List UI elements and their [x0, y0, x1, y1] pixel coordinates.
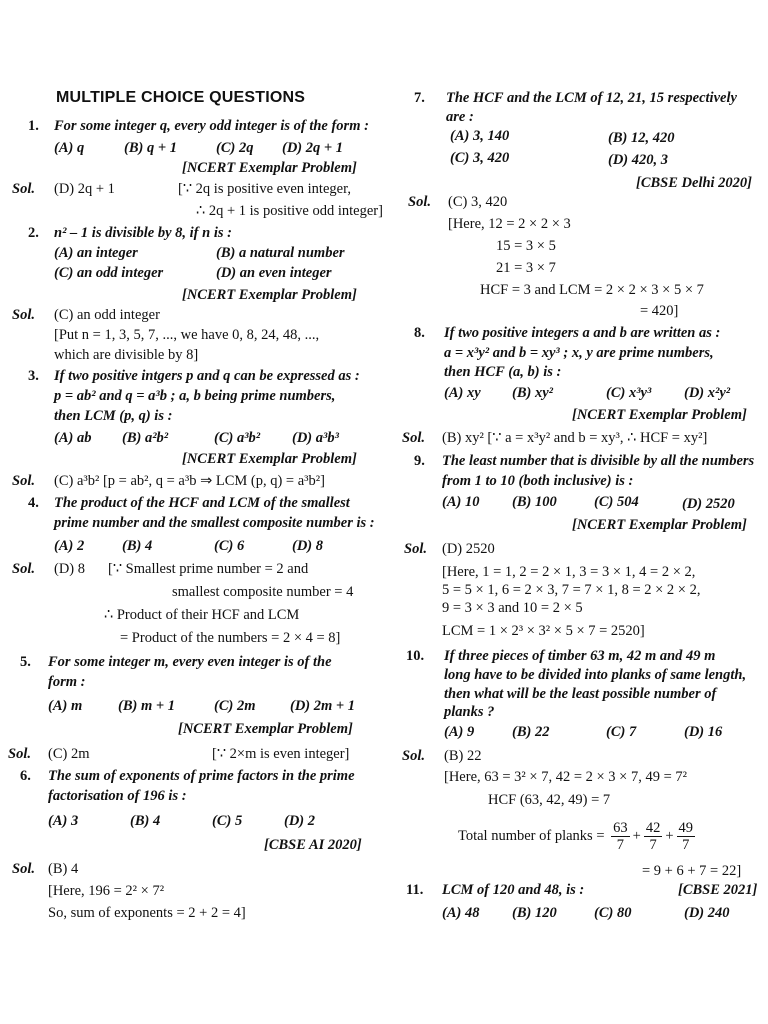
right-text-line: If three pieces of timber 63 m, 42 m and 49 m — [444, 648, 716, 664]
left-text-line: (A) an integer — [54, 245, 138, 261]
right-text-line: If two positive integers a and b are written as : — [444, 325, 721, 341]
right-text-line: (B) 120 — [512, 905, 557, 921]
left-text-line: which are divisible by 8] — [54, 347, 199, 363]
right-text-line: a = x³y² and b = xy³ ; x, y are prime numbers, — [444, 345, 714, 361]
right-text-line: = 420] — [640, 303, 679, 319]
right-text-line: 10. — [406, 648, 425, 664]
left-text-line: [NCERT Exemplar Problem] — [178, 721, 353, 737]
left-text-line: Sol. — [12, 473, 35, 489]
right-text-line: (A) 9 — [444, 724, 475, 740]
left-text-line: [NCERT Exemplar Problem] — [182, 451, 357, 467]
right-text-line: (C) 3, 420 — [450, 150, 510, 166]
right-text-line: (B) 22 — [512, 724, 550, 740]
right-text-line: (A) 48 — [442, 905, 480, 921]
left-text-line: (D) an even integer — [216, 265, 332, 281]
left-text-line: (B) 4 — [48, 861, 79, 877]
right-text-line: 8. — [414, 325, 425, 341]
right-text-line: (B) xy² [∵ a = x³y² and b = xy³, ∴ HCF = xy²] — [442, 430, 708, 446]
right-text-line: [NCERT Exemplar Problem] — [572, 407, 747, 423]
left-text-line: (B) 4 — [130, 813, 161, 829]
left-text-line: MULTIPLE CHOICE QUESTIONS — [56, 89, 306, 106]
left-text-line: [∵ 2q is positive even integer, — [178, 181, 351, 197]
left-text-line: [CBSE AI 2020] — [264, 837, 362, 853]
right-text-line: 9 = 3 × 3 and 10 = 2 × 5 — [442, 600, 583, 616]
left-text-line: (A) 2 — [54, 538, 85, 554]
right-text-line: then HCF (a, b) is : — [444, 364, 562, 380]
left-text-line: (B) 4 — [122, 538, 153, 554]
left-text-line: (D) 2q + 1 — [54, 181, 115, 197]
right-text-line: then what will be the least possible number of — [444, 686, 717, 702]
left-text-line: (A) q — [54, 140, 85, 156]
left-text-line: (C) an odd integer — [54, 265, 164, 281]
right-text-line: LCM of 120 and 48, is : — [442, 882, 585, 898]
left-text-line: smallest composite number = 4 — [172, 584, 354, 600]
right-text-line: [NCERT Exemplar Problem] — [572, 517, 747, 533]
fraction-2: $\frac{42}{7}$ — [645, 820, 661, 853]
right-text-line: long have to be divided into planks of same length, — [444, 667, 747, 683]
left-text-line: (D) 8 — [54, 561, 86, 577]
left-text-line: p = ab² and q = a³b ; a, b being prime numbers, — [54, 388, 336, 404]
left-text-line: Sol. — [12, 181, 35, 197]
right-text-line: 7. — [414, 90, 425, 106]
right-text-line: HCF = 3 and LCM = 2 × 2 × 3 × 5 × 7 — [480, 282, 704, 298]
right-text-line: Sol. — [404, 541, 427, 557]
left-text-line: (D) 8 — [292, 538, 324, 554]
left-text-line: = Product of the numbers = 2 × 4 = 8] — [120, 630, 341, 646]
right-text-line: HCF (63, 42, 49) = 7 — [488, 792, 611, 808]
left-text-line: Sol. — [12, 561, 35, 577]
right-text-line: (D) x²y² — [684, 385, 731, 401]
left-text-line: 1. — [28, 118, 39, 134]
right-text-line: The HCF and the LCM of 12, 21, 15 respectively — [446, 90, 737, 106]
left-text-line: factorisation of 196 is : — [48, 788, 187, 804]
left-text-line: (B) q + 1 — [124, 140, 177, 156]
right-text-line: 11. — [406, 882, 424, 898]
right-text-line: (A) xy — [444, 385, 481, 401]
left-text-line: 4. — [28, 495, 39, 511]
right-text-line: [Here, 63 = 3² × 7, 42 = 2 × 3 × 7, 49 = 7² — [444, 769, 688, 785]
right-text-line: [CBSE 2021] — [678, 882, 758, 898]
left-text-line: (B) a natural number — [216, 245, 345, 261]
left-text-line: (B) m + 1 — [118, 698, 175, 714]
left-text-line: n² – 1 is divisible by 8, if n is : — [54, 225, 232, 241]
left-text-line: For some integer q, every odd integer is of the form : — [54, 118, 369, 134]
right-text-line: (B) 12, 420 — [608, 130, 675, 146]
right-text-line: (C) 80 — [594, 905, 632, 921]
right-text-line: (C) 504 — [594, 494, 639, 510]
right-text-line: (D) 2520 — [442, 541, 495, 557]
right-text-line: LCM = 1 × 2³ × 3² × 5 × 7 = 2520] — [442, 623, 645, 639]
right-text-line: (D) 240 — [684, 905, 730, 921]
right-text-line: [Here, 1 = 1, 2 = 2 × 1, 3 = 3 × 1, 4 = 2 × 2, — [442, 564, 696, 580]
left-text-line: So, sum of exponents = 2 + 2 = 4] — [48, 905, 246, 921]
left-text-line: Sol. — [12, 307, 35, 323]
right-text-line: (D) 420, 3 — [608, 152, 669, 168]
right-text-line: (D) 16 — [684, 724, 723, 740]
left-text-line: (A) ab — [54, 430, 92, 446]
left-text-line: (C) 2m — [48, 746, 90, 762]
left-text-line: The product of the HCF and LCM of the smallest — [54, 495, 350, 511]
left-text-line: [Here, 196 = 2² × 7² — [48, 883, 165, 899]
right-text-line: 21 = 3 × 7 — [496, 260, 556, 276]
fraction-3: $\frac{49}{7}$ — [678, 820, 693, 853]
right-text-line: (C) 7 — [606, 724, 637, 740]
right-text-line: 15 = 3 × 5 — [496, 238, 556, 254]
left-text-line: (C) 2m — [214, 698, 256, 714]
right-text-line: [CBSE Delhi 2020] — [636, 175, 753, 191]
right-text-line: (D) 2520 — [682, 496, 735, 512]
left-text-line: [∵ 2×m is even integer] — [212, 746, 350, 762]
left-text-line: (B) a²b² — [122, 430, 169, 446]
left-text-line: (C) 2q — [216, 140, 254, 156]
right-text-line: 9. — [414, 453, 425, 469]
fraction-1: $\frac{63}{7}$ — [613, 820, 628, 853]
left-text-line: (D) 2 — [284, 813, 316, 829]
left-text-line: (D) 2m + 1 — [290, 698, 356, 714]
planks-formula: Total number of planks = $\frac{63}{7}$ + $\frac{42}{7}$ + $\frac{49}{7}$ — [458, 820, 693, 853]
left-text-line: (A) m — [48, 698, 83, 714]
left-text-line: (C) 5 — [212, 813, 243, 829]
left-text-line: form : — [48, 674, 86, 690]
left-text-line: (C) 6 — [214, 538, 245, 554]
right-text-line: Sol. — [402, 430, 425, 446]
right-text-line: (C) 3, 420 — [448, 194, 508, 210]
left-text-line: If two positive intgers p and q can be expressed as : — [54, 368, 360, 384]
right-text-line: from 1 to 10 (both inclusive) is : — [442, 473, 634, 489]
right-text-line: 5 = 5 × 1, 6 = 2 × 3, 7 = 7 × 1, 8 = 2 × 2 × 2, — [442, 582, 701, 598]
left-text-line: [NCERT Exemplar Problem] — [182, 287, 357, 303]
left-text-line: 2. — [28, 225, 39, 241]
right-text-line: Sol. — [402, 748, 425, 764]
left-text-line: then LCM (p, q) is : — [54, 408, 173, 424]
left-text-line: prime number and the smallest composite number is : — [54, 515, 375, 531]
right-text-line: are : — [446, 109, 474, 125]
left-text-line: (C) a³b² [p = ab², q = a³b ⇒ LCM (p, q) = a³b²] — [54, 473, 325, 489]
left-text-line: (C) a³b² — [214, 430, 261, 446]
left-text-line: [NCERT Exemplar Problem] — [182, 160, 357, 176]
left-text-line: ∴ 2q + 1 is positive odd integer] — [196, 203, 383, 219]
right-text-line: Sol. — [408, 194, 431, 210]
left-text-line: (D) 2q + 1 — [282, 140, 344, 156]
right-text-line: [Here, 12 = 2 × 2 × 3 — [448, 216, 571, 232]
left-text-line: ∴ Product of their HCF and LCM — [104, 607, 300, 623]
left-text-line: (A) 3 — [48, 813, 79, 829]
left-text-line: The sum of exponents of prime factors in the prime — [48, 768, 355, 784]
right-text-line: = 9 + 6 + 7 = 22] — [642, 863, 742, 879]
left-text-line: Sol. — [12, 861, 35, 877]
planks-label: Total number of planks = — [458, 827, 605, 844]
left-text-line: 5. — [20, 654, 31, 670]
right-text-line: (B) 100 — [512, 494, 557, 510]
right-text-line: (A) 10 — [442, 494, 480, 510]
right-text-line: (B) xy² — [512, 385, 553, 401]
left-text-line: 3. — [28, 368, 39, 384]
right-text-line: (A) 3, 140 — [450, 128, 510, 144]
left-text-line: For some integer m, every even integer is of the — [48, 654, 332, 670]
right-text-line: (B) 22 — [444, 748, 482, 764]
left-text-line: [∵ Smallest prime number = 2 and — [108, 561, 309, 577]
right-text-line: The least number that is divisible by all the numbers — [442, 453, 755, 469]
left-text-line: Sol. — [8, 746, 31, 762]
left-text-line: (D) a³b³ — [292, 430, 339, 446]
left-text-line: 6. — [20, 768, 31, 784]
right-text-line: (C) x³y³ — [606, 385, 652, 401]
left-text-line: [Put n = 1, 3, 5, 7, ..., we have 0, 8, 24, 48, ..., — [54, 327, 320, 343]
right-text-line: planks ? — [444, 704, 495, 720]
left-text-line: (C) an odd integer — [54, 307, 160, 323]
